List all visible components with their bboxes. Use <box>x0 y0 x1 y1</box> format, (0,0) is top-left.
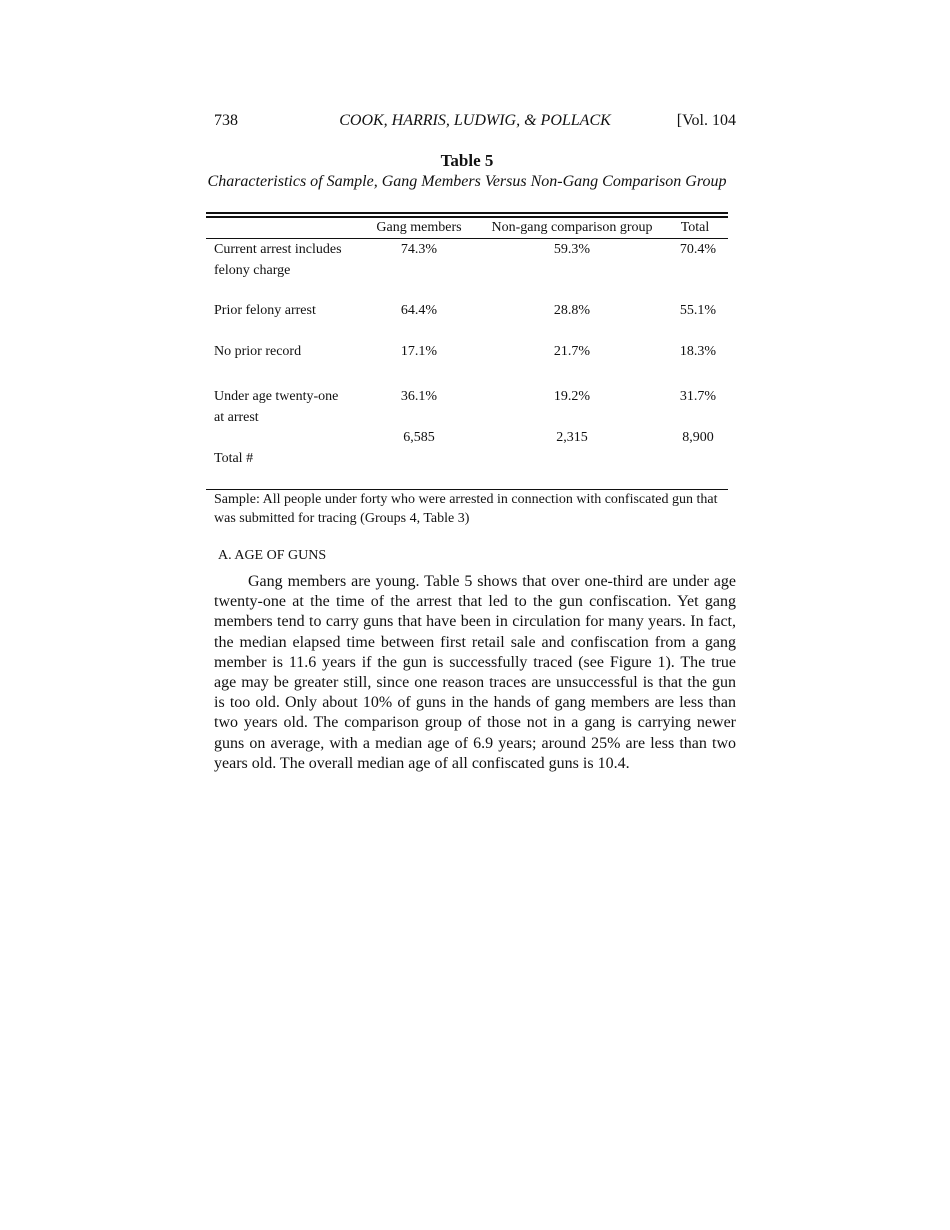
table-cell: 70.4% <box>679 242 717 257</box>
row-label-line: at arrest <box>214 410 259 425</box>
running-head-authors: COOK, HARRIS, LUDWIG, & POLLACK <box>339 112 611 129</box>
table-cell: 36.1% <box>400 389 438 404</box>
table-caption <box>206 150 728 191</box>
table-cell: 6,585 <box>403 430 435 445</box>
row-label-line: Total # <box>214 451 254 466</box>
table-cell: 59.3% <box>553 242 591 257</box>
table-cell: 19.2% <box>553 389 591 404</box>
table-row-label <box>214 300 374 321</box>
table-row-label <box>214 386 374 428</box>
row-label-line: No prior record <box>214 344 302 359</box>
table-cell: 21.7% <box>553 344 591 359</box>
table-subtitle: Characteristics of Sample, Gang Members Versus Non-Gang Comparison Group <box>207 173 727 190</box>
table-cell: 2,315 <box>556 430 588 445</box>
page-number: 738 <box>214 112 238 129</box>
row-label-line: Current arrest includes <box>214 242 342 257</box>
table-cell: 8,900 <box>682 430 714 445</box>
table-row-label <box>214 341 374 362</box>
table-cell: 17.1% <box>400 344 438 359</box>
body-paragraph: Gang members are young. Table 5 shows that over one-third are under age twenty-one at the time of the arrest that led to the gun confiscation. Yet gang members tend to carry guns that have been in circulation for many years. In fact, the median elapsed time between first retail sale and confiscation from a gang member is 11.6 years if the gun is successfully traced (see Figure 1). The true age may be greater still, since one reason traces are unsuccessful is that the gun is too old. Only about 10% of guns in the hands of gang members are less than two years old. The comparison group of those not in a gang is carrying newer guns on average, with a median age of 6.9 years; around 25% are less than two years old. The overall median age of all confiscated guns is 10.4. <box>214 573 736 772</box>
table-title: Table 5 <box>440 151 494 170</box>
table-cell: 74.3% <box>400 242 438 257</box>
table-cell: 64.4% <box>400 303 438 318</box>
table-cell: 31.7% <box>679 389 717 404</box>
section-heading: A. AGE OF GUNS <box>218 548 327 563</box>
row-label-line: Under age twenty-one <box>214 389 339 404</box>
table-row-label <box>214 448 374 469</box>
column-header-total: Total <box>680 220 710 235</box>
table-cell: 28.8% <box>553 303 591 318</box>
volume-label: [Vol. 104 <box>676 112 736 129</box>
row-label-line: Prior felony arrest <box>214 303 316 318</box>
column-header-non-gang: Non-gang comparison group <box>491 220 653 235</box>
running-header <box>214 112 736 134</box>
table-cell: 18.3% <box>679 344 717 359</box>
table-row-label <box>214 239 374 281</box>
row-label-line: felony charge <box>214 263 291 278</box>
column-header-gang-members: Gang members <box>376 220 462 235</box>
table-cell: 55.1% <box>679 303 717 318</box>
table-note: Sample: All people under forty who were arrested in connection with confiscated gun that was submitted for tracing (Groups 4, Table 3) <box>214 492 718 526</box>
